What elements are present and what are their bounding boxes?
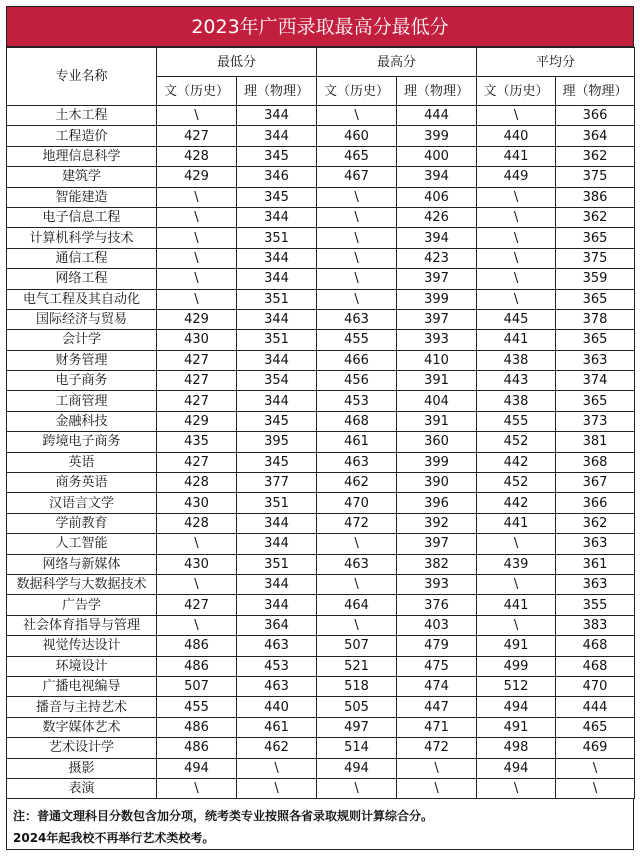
avg-physics-cell: 468 [556, 636, 635, 656]
table-row [7, 228, 635, 248]
min-history-cell: 428 [157, 473, 237, 493]
header-major: 专业名称 [7, 48, 157, 106]
max-history-cell: \ [317, 207, 397, 227]
min-physics-cell: 354 [237, 371, 317, 391]
min-history-cell: 486 [157, 636, 237, 656]
max-history-cell: \ [317, 228, 397, 248]
avg-physics-cell: 363 [556, 350, 635, 370]
max-history-cell: \ [317, 574, 397, 594]
max-physics-cell: 472 [397, 738, 477, 758]
min-history-cell: 427 [157, 391, 237, 411]
major-cell: 土木工程 [7, 106, 157, 126]
avg-history-cell: \ [477, 574, 556, 594]
avg-physics-cell: 368 [556, 452, 635, 472]
max-physics-cell: 475 [397, 656, 477, 676]
header-min-score: 最低分 [157, 48, 317, 77]
max-physics-cell: 410 [397, 350, 477, 370]
max-history-cell: 497 [317, 717, 397, 737]
max-physics-cell: 403 [397, 615, 477, 635]
max-history-cell: \ [317, 534, 397, 554]
major-cell: 跨境电子商务 [7, 432, 157, 452]
min-physics-cell: 377 [237, 473, 317, 493]
min-physics-cell: 440 [237, 697, 317, 717]
max-history-cell: 472 [317, 513, 397, 533]
max-history-cell: 463 [317, 554, 397, 574]
min-history-cell: 507 [157, 676, 237, 696]
max-history-cell: 460 [317, 126, 397, 146]
table-row [7, 473, 635, 493]
min-physics-cell: 345 [237, 146, 317, 166]
major-cell: 工程造价 [7, 126, 157, 146]
min-history-cell: 429 [157, 309, 237, 329]
min-history-cell: 430 [157, 493, 237, 513]
min-history-cell: \ [157, 228, 237, 248]
min-physics-cell: 351 [237, 330, 317, 350]
max-history-cell: \ [317, 289, 397, 309]
major-cell: 广告学 [7, 595, 157, 615]
max-physics-cell: 426 [397, 207, 477, 227]
avg-history-cell: 455 [477, 411, 556, 431]
min-physics-cell: 344 [237, 309, 317, 329]
max-history-cell: 505 [317, 697, 397, 717]
avg-history-cell: 452 [477, 432, 556, 452]
header-min-physics: 理（物理） [237, 77, 317, 106]
avg-history-cell: \ [477, 269, 556, 289]
score-table [6, 47, 635, 799]
max-history-cell: 494 [317, 758, 397, 778]
min-history-cell: 486 [157, 656, 237, 676]
major-cell: 国际经济与贸易 [7, 309, 157, 329]
table-row [7, 106, 635, 126]
avg-physics-cell: 378 [556, 309, 635, 329]
max-physics-cell: 393 [397, 330, 477, 350]
avg-physics-cell: 383 [556, 615, 635, 635]
min-history-cell: 427 [157, 371, 237, 391]
header-max-history: 文（历史） [317, 77, 397, 106]
avg-history-cell: 499 [477, 656, 556, 676]
table-row [7, 513, 635, 533]
major-cell: 数据科学与大数据技术 [7, 574, 157, 594]
min-physics-cell: 463 [237, 636, 317, 656]
max-history-cell: 514 [317, 738, 397, 758]
avg-history-cell: 438 [477, 391, 556, 411]
avg-history-cell: \ [477, 228, 556, 248]
table-row [7, 207, 635, 227]
min-physics-cell: 344 [237, 106, 317, 126]
avg-history-cell: 439 [477, 554, 556, 574]
max-physics-cell: 391 [397, 411, 477, 431]
major-cell: 智能建造 [7, 187, 157, 207]
major-cell: 英语 [7, 452, 157, 472]
major-cell: 建筑学 [7, 167, 157, 187]
major-cell: 摄影 [7, 758, 157, 778]
max-physics-cell: 392 [397, 513, 477, 533]
min-history-cell: 429 [157, 167, 237, 187]
table-row [7, 636, 635, 656]
min-history-cell: \ [157, 574, 237, 594]
avg-history-cell: \ [477, 534, 556, 554]
table-row [7, 330, 635, 350]
major-cell: 网络与新媒体 [7, 554, 157, 574]
major-cell: 电子商务 [7, 371, 157, 391]
min-physics-cell: 344 [237, 391, 317, 411]
min-history-cell: 427 [157, 126, 237, 146]
max-physics-cell: 447 [397, 697, 477, 717]
min-physics-cell: 344 [237, 513, 317, 533]
avg-physics-cell: 362 [556, 146, 635, 166]
avg-physics-cell: 362 [556, 207, 635, 227]
table-row [7, 350, 635, 370]
major-cell: 会计学 [7, 330, 157, 350]
major-cell: 商务英语 [7, 473, 157, 493]
avg-history-cell: 441 [477, 513, 556, 533]
avg-history-cell: 452 [477, 473, 556, 493]
max-history-cell: 463 [317, 452, 397, 472]
max-physics-cell: 360 [397, 432, 477, 452]
max-physics-cell: 396 [397, 493, 477, 513]
avg-physics-cell: 375 [556, 167, 635, 187]
major-cell: 视觉传达设计 [7, 636, 157, 656]
avg-history-cell: 449 [477, 167, 556, 187]
max-history-cell: 507 [317, 636, 397, 656]
table-row [7, 289, 635, 309]
table-row [7, 758, 635, 778]
max-physics-cell: 391 [397, 371, 477, 391]
max-physics-cell: 390 [397, 473, 477, 493]
min-physics-cell: 395 [237, 432, 317, 452]
avg-physics-cell: 364 [556, 126, 635, 146]
min-physics-cell: 461 [237, 717, 317, 737]
major-cell: 数字媒体艺术 [7, 717, 157, 737]
max-physics-cell: 423 [397, 248, 477, 268]
max-physics-cell: \ [397, 758, 477, 778]
min-history-cell: 430 [157, 330, 237, 350]
avg-history-cell: 494 [477, 758, 556, 778]
max-physics-cell: 394 [397, 228, 477, 248]
max-history-cell: 518 [317, 676, 397, 696]
min-history-cell: 435 [157, 432, 237, 452]
table-row [7, 432, 635, 452]
avg-physics-cell: 363 [556, 534, 635, 554]
max-physics-cell: 397 [397, 534, 477, 554]
min-physics-cell: 346 [237, 167, 317, 187]
min-history-cell: 430 [157, 554, 237, 574]
max-physics-cell: 399 [397, 126, 477, 146]
major-cell: 环境设计 [7, 656, 157, 676]
max-history-cell: 521 [317, 656, 397, 676]
avg-history-cell: 442 [477, 452, 556, 472]
avg-history-cell: \ [477, 106, 556, 126]
avg-history-cell: 491 [477, 636, 556, 656]
max-history-cell: 462 [317, 473, 397, 493]
header-avg-score: 平均分 [477, 48, 635, 77]
table-row [7, 574, 635, 594]
min-history-cell: \ [157, 778, 237, 798]
max-history-cell: 470 [317, 493, 397, 513]
avg-physics-cell: 365 [556, 391, 635, 411]
avg-history-cell: 441 [477, 146, 556, 166]
min-history-cell: 428 [157, 146, 237, 166]
max-history-cell: \ [317, 778, 397, 798]
max-history-cell: \ [317, 269, 397, 289]
max-physics-cell: 393 [397, 574, 477, 594]
avg-physics-cell: 366 [556, 106, 635, 126]
avg-physics-cell: 359 [556, 269, 635, 289]
page-title: 2023年广西录取最高分最低分 [6, 6, 634, 47]
min-history-cell: 494 [157, 758, 237, 778]
min-physics-cell: \ [237, 778, 317, 798]
header-avg-physics: 理（物理） [556, 77, 635, 106]
major-cell: 艺术设计学 [7, 738, 157, 758]
min-history-cell: 429 [157, 411, 237, 431]
table-body [7, 106, 635, 799]
avg-physics-cell: 375 [556, 248, 635, 268]
avg-physics-cell: 361 [556, 554, 635, 574]
avg-physics-cell: 366 [556, 493, 635, 513]
min-physics-cell: \ [237, 758, 317, 778]
max-physics-cell: \ [397, 778, 477, 798]
table-row [7, 493, 635, 513]
min-history-cell: 486 [157, 717, 237, 737]
major-cell: 财务管理 [7, 350, 157, 370]
min-physics-cell: 344 [237, 350, 317, 370]
max-physics-cell: 406 [397, 187, 477, 207]
major-cell: 学前教育 [7, 513, 157, 533]
table-row [7, 778, 635, 798]
min-history-cell: \ [157, 207, 237, 227]
max-history-cell: 468 [317, 411, 397, 431]
avg-history-cell: \ [477, 289, 556, 309]
avg-physics-cell: 367 [556, 473, 635, 493]
min-physics-cell: 344 [237, 207, 317, 227]
avg-physics-cell: 381 [556, 432, 635, 452]
avg-history-cell: 443 [477, 371, 556, 391]
avg-physics-cell: \ [556, 778, 635, 798]
min-history-cell: \ [157, 187, 237, 207]
max-history-cell: 467 [317, 167, 397, 187]
max-history-cell: 465 [317, 146, 397, 166]
min-physics-cell: 345 [237, 411, 317, 431]
avg-history-cell: 442 [477, 493, 556, 513]
max-physics-cell: 382 [397, 554, 477, 574]
table-row [7, 248, 635, 268]
avg-physics-cell: 468 [556, 656, 635, 676]
major-cell: 人工智能 [7, 534, 157, 554]
min-history-cell: \ [157, 615, 237, 635]
avg-physics-cell: 374 [556, 371, 635, 391]
avg-history-cell: 498 [477, 738, 556, 758]
major-cell: 电子信息工程 [7, 207, 157, 227]
major-cell: 表演 [7, 778, 157, 798]
max-history-cell: 461 [317, 432, 397, 452]
table-row [7, 738, 635, 758]
min-physics-cell: 345 [237, 187, 317, 207]
max-history-cell: \ [317, 187, 397, 207]
max-physics-cell: 474 [397, 676, 477, 696]
notes [6, 799, 634, 850]
avg-history-cell: 441 [477, 330, 556, 350]
min-physics-cell: 351 [237, 228, 317, 248]
avg-physics-cell: 365 [556, 228, 635, 248]
avg-physics-cell: 444 [556, 697, 635, 717]
min-physics-cell: 344 [237, 574, 317, 594]
header-max-physics: 理（物理） [397, 77, 477, 106]
major-cell: 社会体育指导与管理 [7, 615, 157, 635]
max-physics-cell: 376 [397, 595, 477, 615]
max-history-cell: \ [317, 248, 397, 268]
avg-history-cell: 441 [477, 595, 556, 615]
avg-history-cell: \ [477, 207, 556, 227]
table-row [7, 452, 635, 472]
max-physics-cell: 397 [397, 309, 477, 329]
table-row [7, 615, 635, 635]
max-history-cell: 455 [317, 330, 397, 350]
max-history-cell: \ [317, 615, 397, 635]
table-row [7, 269, 635, 289]
min-history-cell: 486 [157, 738, 237, 758]
major-cell: 汉语言文学 [7, 493, 157, 513]
min-physics-cell: 364 [237, 615, 317, 635]
table-row [7, 411, 635, 431]
avg-physics-cell: 465 [556, 717, 635, 737]
avg-history-cell: 440 [477, 126, 556, 146]
max-history-cell: 464 [317, 595, 397, 615]
max-history-cell: 453 [317, 391, 397, 411]
header-avg-history: 文（历史） [477, 77, 556, 106]
max-physics-cell: 444 [397, 106, 477, 126]
max-physics-cell: 394 [397, 167, 477, 187]
max-history-cell: 463 [317, 309, 397, 329]
min-history-cell: \ [157, 106, 237, 126]
min-physics-cell: 344 [237, 534, 317, 554]
max-physics-cell: 479 [397, 636, 477, 656]
major-cell: 电气工程及其自动化 [7, 289, 157, 309]
avg-physics-cell: 386 [556, 187, 635, 207]
major-cell: 播音与主持艺术 [7, 697, 157, 717]
min-physics-cell: 351 [237, 493, 317, 513]
avg-history-cell: 491 [477, 717, 556, 737]
avg-physics-cell: 469 [556, 738, 635, 758]
max-physics-cell: 400 [397, 146, 477, 166]
max-physics-cell: 471 [397, 717, 477, 737]
table-row [7, 167, 635, 187]
min-history-cell: 455 [157, 697, 237, 717]
min-physics-cell: 462 [237, 738, 317, 758]
min-physics-cell: 351 [237, 289, 317, 309]
min-physics-cell: 453 [237, 656, 317, 676]
max-history-cell: 456 [317, 371, 397, 391]
min-physics-cell: 344 [237, 126, 317, 146]
avg-physics-cell: 365 [556, 330, 635, 350]
avg-physics-cell: 363 [556, 574, 635, 594]
table-row [7, 534, 635, 554]
table-row [7, 595, 635, 615]
table-row [7, 656, 635, 676]
header-max-score: 最高分 [317, 48, 477, 77]
max-physics-cell: 404 [397, 391, 477, 411]
min-history-cell: \ [157, 248, 237, 268]
min-history-cell: \ [157, 534, 237, 554]
avg-history-cell: 438 [477, 350, 556, 370]
avg-physics-cell: 373 [556, 411, 635, 431]
min-history-cell: 427 [157, 452, 237, 472]
major-cell: 工商管理 [7, 391, 157, 411]
min-history-cell: \ [157, 289, 237, 309]
avg-history-cell: 494 [477, 697, 556, 717]
table-row [7, 309, 635, 329]
max-physics-cell: 397 [397, 269, 477, 289]
major-cell: 通信工程 [7, 248, 157, 268]
avg-history-cell: \ [477, 615, 556, 635]
avg-physics-cell: \ [556, 758, 635, 778]
min-physics-cell: 344 [237, 595, 317, 615]
min-history-cell: 427 [157, 350, 237, 370]
min-history-cell: \ [157, 269, 237, 289]
max-physics-cell: 399 [397, 289, 477, 309]
avg-physics-cell: 362 [556, 513, 635, 533]
admission-score-sheet [6, 6, 634, 850]
max-history-cell: 466 [317, 350, 397, 370]
max-physics-cell: 399 [397, 452, 477, 472]
header-min-history: 文（历史） [157, 77, 237, 106]
avg-history-cell: 445 [477, 309, 556, 329]
avg-history-cell: 512 [477, 676, 556, 696]
table-row [7, 371, 635, 391]
min-physics-cell: 344 [237, 248, 317, 268]
major-cell: 金融科技 [7, 411, 157, 431]
table-row [7, 554, 635, 574]
major-cell: 广播电视编导 [7, 676, 157, 696]
avg-history-cell: \ [477, 248, 556, 268]
note-line: 2024年起我校不再举行艺术类校考。 [13, 831, 215, 846]
table-row [7, 697, 635, 717]
min-physics-cell: 345 [237, 452, 317, 472]
avg-history-cell: \ [477, 778, 556, 798]
min-history-cell: 428 [157, 513, 237, 533]
major-cell: 计算机科学与技术 [7, 228, 157, 248]
table-row [7, 717, 635, 737]
avg-physics-cell: 355 [556, 595, 635, 615]
min-physics-cell: 344 [237, 269, 317, 289]
min-history-cell: 427 [157, 595, 237, 615]
avg-physics-cell: 365 [556, 289, 635, 309]
avg-physics-cell: 470 [556, 676, 635, 696]
table-row [7, 391, 635, 411]
min-physics-cell: 463 [237, 676, 317, 696]
table-row [7, 146, 635, 166]
max-history-cell: \ [317, 106, 397, 126]
avg-history-cell: \ [477, 187, 556, 207]
table-row [7, 676, 635, 696]
major-cell: 网络工程 [7, 269, 157, 289]
min-physics-cell: 351 [237, 554, 317, 574]
table-row [7, 187, 635, 207]
major-cell: 地理信息科学 [7, 146, 157, 166]
note-line: 注：普通文理科目分数包含加分项，统考类专业按照各省录取规则计算综合分。 [13, 809, 434, 824]
table-row [7, 126, 635, 146]
